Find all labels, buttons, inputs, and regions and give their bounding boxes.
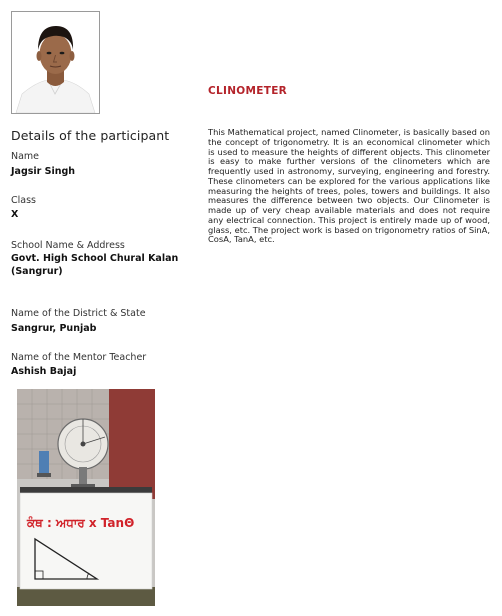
class-label: Class xyxy=(11,195,36,206)
school-address: (Sangrur) xyxy=(11,266,63,277)
mentor-label: Name of the Mentor Teacher xyxy=(11,352,147,363)
district-label: Name of the District & State xyxy=(11,308,146,319)
project-description: This Mathematical project, named Clinometer, is basically based on the concept of trigonometry. It is an economical clinometer which is used to measure the heights of different objects. This clinometer is easy to make further versions of the clinometers which are frequently used in astronomy, surveying, engineering and forestry. These clinometers can be explored for the various applications like measuring the heights of trees, poles, towers and buildings. It also measures the difference between two objects. Our Clinometer is made up of very cheap available materials and does not require any electrical connection. This project is entirely made up of wood, glass, etc. The project work is based on trigonometry ratios of SinA, CosA, TanA, etc. xyxy=(208,127,490,245)
name-label: Name xyxy=(11,151,40,162)
participant-name: Jagsir Singh xyxy=(11,166,76,177)
section-title: Details of the participant xyxy=(11,128,170,143)
district-value: Sangrur, Punjab xyxy=(11,323,97,334)
banner-text: ਕੰਥ : ਅਧਾਰ x TanΘ xyxy=(27,516,135,530)
school-label: School Name & Address xyxy=(11,240,125,251)
participant-class: X xyxy=(11,209,19,220)
participant-photo xyxy=(11,11,100,114)
school-name: Govt. High School Chural Kalan xyxy=(11,253,179,264)
mentor-name: Ashish Bajaj xyxy=(11,366,77,377)
project-title: CLINOMETER xyxy=(208,85,288,97)
project-photo xyxy=(17,389,155,606)
